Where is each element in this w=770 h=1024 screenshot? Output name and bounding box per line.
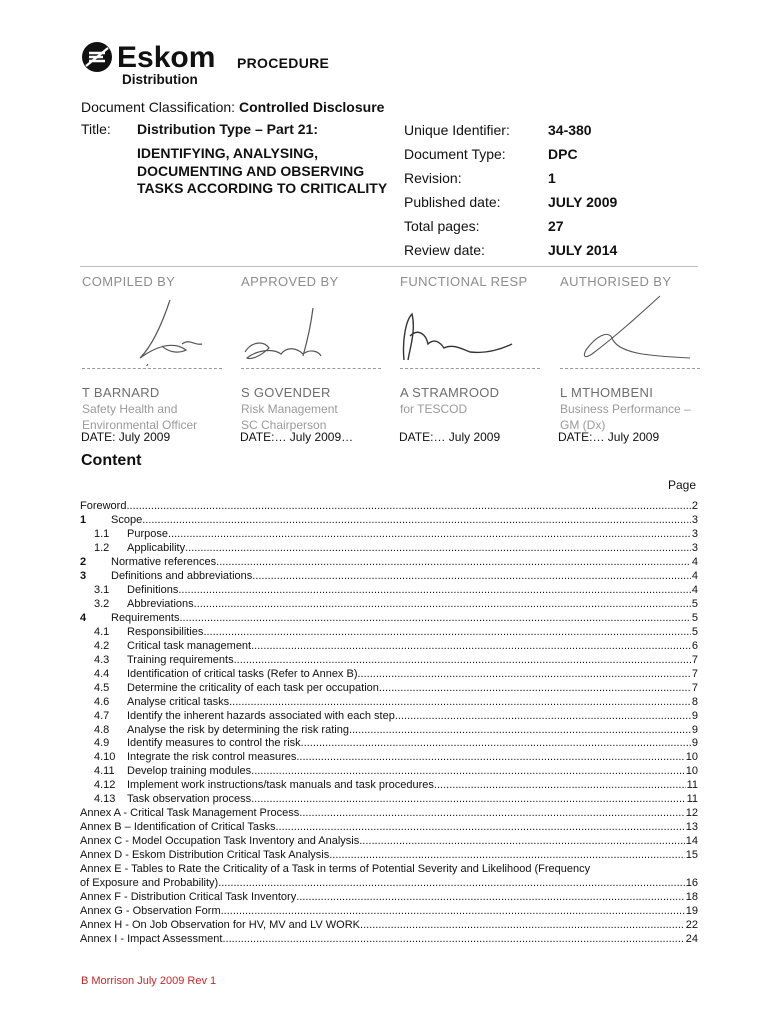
handwritten-signature-icon: [82, 294, 232, 366]
meta-value: DPC: [548, 146, 578, 162]
toc-entry-title: Task observation process: [127, 793, 252, 806]
toc-leader-dots: [251, 765, 685, 779]
meta-value: 1: [548, 170, 556, 186]
toc-entry[interactable]: [80, 626, 698, 640]
meta-key: Unique Identifier:: [404, 122, 510, 138]
toc-entry-number: 3: [80, 569, 87, 582]
toc-entry-number: 4.5: [94, 681, 110, 694]
toc-entry-title: Purpose: [127, 527, 168, 540]
toc-entry-title: Scope: [111, 513, 143, 526]
toc-entry[interactable]: [80, 807, 698, 821]
toc-entry-number: 4.10: [94, 751, 116, 764]
signature-line: [241, 368, 381, 369]
title-label: Title:: [81, 121, 111, 137]
toc-entry-page: 9: [691, 709, 698, 722]
toc-entry-page: 24: [685, 933, 698, 946]
toc-entry-page: 7: [691, 667, 698, 680]
toc-entry-title: Identification of critical tasks (Refer to Annex B): [127, 667, 358, 680]
classification-value: Controlled Disclosure: [238, 99, 385, 115]
toc-leader-dots: [221, 905, 685, 919]
toc-leader-dots: [395, 710, 691, 724]
signature-line: [400, 368, 540, 369]
title-subtitle: IDENTIFYING, ANALYSING, DOCUMENTING AND OBSERVING TASKS ACCORDING TO CRITICALITY: [137, 145, 388, 196]
toc-leader-dots: [179, 612, 690, 626]
toc-entry-title: Training requirements: [127, 653, 234, 666]
signature-role: APPROVED BY: [241, 274, 339, 289]
toc-entry[interactable]: [80, 682, 698, 696]
toc-leader-dots: [126, 500, 690, 514]
toc-leader-dots: [229, 696, 691, 710]
toc-entry[interactable]: [80, 877, 698, 891]
toc-leader-dots: [251, 793, 685, 807]
toc-entry-page: 9: [691, 737, 698, 750]
toc-entry-title: Annex F - Distribution Critical Task Inventory: [80, 891, 297, 904]
signature-scribble: [560, 294, 720, 366]
signature-scribble: [82, 294, 242, 366]
toc-entry[interactable]: [80, 737, 698, 751]
document-metadata: [404, 118, 617, 262]
toc-entry[interactable]: [80, 640, 698, 654]
toc-entry-title: Annex I - Impact Assessment: [80, 933, 223, 946]
toc-entry-number: 1: [80, 513, 87, 526]
toc-entry[interactable]: [80, 765, 698, 779]
toc-entry-page: 11: [686, 793, 698, 806]
meta-row: [404, 214, 617, 238]
toc-entry-title: Definitions and abbreviations: [111, 569, 253, 582]
toc-leader-dots: [142, 514, 691, 528]
signature-compiled: [82, 274, 242, 432]
toc-entry[interactable]: [80, 849, 698, 863]
toc-entry-page: 16: [685, 877, 698, 890]
toc-entry-page: 7: [691, 681, 698, 694]
toc-entry[interactable]: [80, 863, 698, 877]
eskom-logo-mark: [80, 40, 230, 88]
toc-entry-page: 4: [691, 569, 698, 582]
toc-leader-dots: [358, 668, 691, 682]
toc-leader-dots: [296, 891, 685, 905]
toc-entry[interactable]: [80, 696, 698, 710]
meta-value: 27: [548, 218, 564, 234]
toc-entry[interactable]: [80, 668, 698, 682]
toc-entry[interactable]: [80, 905, 698, 919]
meta-key: Document Type:: [404, 146, 506, 162]
toc-entry-title: Annex B – Identification of Critical Tasks: [80, 821, 276, 834]
toc-entry-title: Analyse the risk by determining the risk rating: [127, 723, 349, 736]
toc-entry-page: 4: [691, 583, 698, 596]
toc-leader-dots: [379, 682, 691, 696]
toc-entry-page: 3: [691, 541, 698, 554]
toc-entry-number: 1.1: [94, 527, 110, 540]
signature-line: [560, 368, 700, 369]
toc-entry[interactable]: [80, 598, 698, 612]
toc-entry-number: 4.2: [94, 639, 110, 652]
toc-entry[interactable]: [80, 891, 698, 905]
handwritten-signature-icon: [241, 294, 391, 366]
toc-leader-dots: [203, 626, 690, 640]
toc-entry[interactable]: [80, 542, 698, 556]
handwritten-signature-icon: [560, 294, 710, 366]
signature-date: DATE: July 2009: [81, 430, 171, 444]
signatory-designation: GM (Dx): [560, 418, 606, 432]
toc-entry-number: 3.2: [94, 597, 110, 610]
toc-entry[interactable]: [80, 570, 698, 584]
title-main: Distribution Type – Part 21:: [137, 121, 318, 137]
toc-entry[interactable]: [80, 779, 698, 793]
signature-role: AUTHORISED BY: [560, 274, 672, 289]
signature-scribble: [241, 294, 401, 366]
footer-revision-note: B Morrison July 2009 Rev 1: [81, 975, 217, 987]
toc-entry-page: 12: [685, 807, 698, 820]
meta-value: JULY 2009: [548, 194, 618, 210]
logo-word: Eskom: [117, 41, 216, 74]
toc-entry[interactable]: [80, 500, 698, 514]
signature-date: DATE:… July 2009: [399, 430, 501, 444]
toc-leader-dots: [185, 542, 691, 556]
toc-entry-page: 5: [691, 625, 698, 638]
toc-leader-dots: [178, 584, 691, 598]
toc-entry-title: Foreword: [80, 500, 127, 512]
toc-entry-title: Implement work instructions/task manuals and task procedures: [127, 779, 434, 792]
toc-entry-title: Abbreviations: [127, 597, 194, 610]
signatory-name: S GOVENDER: [241, 385, 331, 400]
toc-entry[interactable]: [80, 933, 698, 947]
toc-entry[interactable]: [80, 724, 698, 738]
toc-entry-page: 22: [685, 919, 698, 932]
toc-entry-title: Annex A - Critical Task Management Process: [80, 807, 300, 820]
toc-leader-dots: [218, 877, 685, 891]
toc-entry[interactable]: [80, 654, 698, 668]
toc-entry-number: 4.9: [94, 737, 110, 750]
toc-entry-page: 18: [685, 891, 698, 904]
toc-entry-page: 6: [691, 639, 698, 652]
document-kind: PROCEDURE: [237, 55, 330, 71]
toc-entry-title: Annex H - On Job Observation for HV, MV and LV WORK: [80, 919, 361, 932]
toc-entry-title: Normative references: [111, 555, 217, 568]
toc-entry-number: 4: [80, 611, 87, 624]
toc-entry-page: 10: [685, 765, 698, 778]
toc-entry[interactable]: [80, 528, 698, 542]
logo-subword: Distribution: [122, 72, 198, 87]
signatory-designation: Environmental Officer: [82, 418, 198, 432]
meta-key: Revision:: [404, 170, 462, 186]
document-classification: [81, 99, 384, 115]
toc-leader-dots: [194, 598, 691, 612]
meta-row: [404, 190, 617, 214]
signatory-designation: Risk Management: [241, 402, 338, 416]
signatory-designation: SC Chairperson: [241, 418, 327, 432]
signatory-designation: for TESCOD: [400, 402, 468, 416]
toc-leader-dots: [434, 779, 686, 793]
toc-entry-number: 4.11: [94, 765, 115, 778]
toc-entry[interactable]: [80, 835, 698, 849]
classification-label: Document Classification:: [81, 99, 239, 115]
signatory-name: T BARNARD: [82, 385, 160, 400]
toc-entry-title: Annex D - Eskom Distribution Critical Task Analysis: [80, 849, 330, 862]
contents-heading: Content: [81, 452, 142, 469]
toc-entry-page: 8: [691, 695, 698, 708]
toc-leader-dots: [252, 570, 691, 584]
signature-date: DATE:… July 2009: [558, 430, 660, 444]
toc-leader-dots: [222, 933, 684, 947]
toc-entry-title: Applicability: [127, 541, 186, 554]
meta-key: Published date:: [404, 194, 501, 210]
toc-entry-title: Critical task management: [127, 639, 252, 652]
toc-entry-number: 1.2: [94, 541, 110, 554]
toc-entry-title: Definitions: [127, 583, 179, 596]
toc-entry[interactable]: [80, 919, 698, 933]
divider: [80, 266, 698, 267]
meta-row: [404, 166, 617, 190]
toc-leader-dots: [299, 807, 684, 821]
toc-entry-page: 3: [691, 513, 698, 526]
toc-leader-dots: [216, 556, 691, 570]
signature-role: COMPILED BY: [82, 274, 176, 289]
signature-role: FUNCTIONAL RESP: [400, 274, 528, 289]
toc-entry[interactable]: [80, 793, 698, 807]
toc-entry-number: 4.3: [94, 653, 110, 666]
toc-entry-number: 4.6: [94, 695, 110, 708]
meta-row: [404, 238, 617, 262]
table-of-contents: [80, 500, 698, 947]
signatory-designation: Business Performance –: [560, 402, 691, 416]
toc-entry-title: Requirements: [111, 611, 180, 624]
toc-entry-page: 4: [691, 555, 698, 568]
toc-entry-page: 10: [685, 751, 698, 764]
toc-entry-title: Develop training modules: [127, 765, 252, 778]
toc-entry-number: 2: [80, 555, 87, 568]
signature-date: DATE:… July 2009…: [240, 430, 354, 444]
toc-entry-page: 7: [691, 653, 698, 666]
toc-entry-page: 3: [691, 527, 698, 540]
meta-key: Total pages:: [404, 218, 480, 234]
toc-entry-title: Integrate the risk control measures: [127, 751, 297, 764]
toc-entry-page: 15: [685, 849, 698, 862]
toc-entry-title: Responsibilities: [127, 625, 204, 638]
signature-approved: [241, 274, 401, 432]
toc-entry-page: 2: [691, 500, 698, 512]
toc-entry-title: Annex C - Model Occupation Task Inventory and Analysis: [80, 835, 360, 848]
toc-entry[interactable]: [80, 556, 698, 570]
toc-entry[interactable]: [80, 751, 698, 765]
toc-leader-dots: [168, 528, 691, 542]
toc-entry-page: 14: [685, 835, 698, 848]
toc-leader-dots: [359, 835, 685, 849]
signature-scribble: [400, 294, 560, 366]
handwritten-signature-icon: [400, 294, 550, 366]
toc-entry-number: 4.8: [94, 723, 110, 736]
signature-authorised: [560, 274, 720, 432]
contents-page-label: Page: [668, 478, 697, 492]
signatory-designation: Safety Health and: [82, 402, 178, 416]
toc-entry-title: Analyse critical tasks: [127, 695, 230, 708]
toc-entry-page: 9: [691, 723, 698, 736]
toc-entry-number: 4.12: [94, 779, 116, 792]
toc-entry-page: 5: [691, 611, 698, 624]
meta-key: Review date:: [404, 242, 485, 258]
toc-leader-dots: [296, 751, 684, 765]
toc-entry-number: 4.13: [94, 793, 116, 806]
meta-row: [404, 118, 617, 142]
toc-entry-number: 4.7: [94, 709, 110, 722]
toc-entry-title: Identify measures to control the risk: [127, 737, 301, 750]
signatory-name: L MTHOMBENI: [560, 385, 654, 400]
toc-entry-title: Annex G - Observation Form: [80, 905, 221, 918]
toc-entry-page: 19: [685, 905, 698, 918]
toc-entry[interactable]: [80, 514, 698, 528]
meta-value: 34-380: [548, 122, 592, 138]
toc-entry-title: Determine the criticality of each task per occupation: [127, 681, 379, 694]
signature-line: [82, 368, 222, 369]
toc-leader-dots: [301, 737, 691, 751]
toc-entry-number: 4.1: [94, 625, 110, 638]
toc-leader-dots: [349, 724, 691, 738]
eskom-logo: [80, 40, 230, 88]
toc-leader-dots: [329, 849, 685, 863]
toc-entry-page: 13: [685, 821, 698, 834]
toc-entry-number: 4.4: [94, 667, 110, 680]
toc-entry-page: 5: [691, 597, 698, 610]
toc-entry-page: 11: [686, 779, 698, 792]
signatory-name: A STRAMROOD: [400, 385, 500, 400]
toc-leader-dots: [360, 919, 685, 933]
toc-leader-dots: [275, 821, 684, 835]
meta-value: JULY 2014: [548, 242, 618, 258]
toc-leader-dots: [234, 654, 691, 668]
toc-entry-title: Identify the inherent hazards associated with each step: [127, 709, 395, 722]
toc-leader-dots: [251, 640, 691, 654]
toc-entry-title: of Exposure and Probability): [80, 877, 219, 890]
toc-entry-title: Annex E - Tables to Rate the Criticality of a Task in terms of Potential Severity and Likelihood (Frequency: [80, 863, 591, 876]
toc-entry[interactable]: [80, 710, 698, 724]
toc-entry[interactable]: [80, 821, 698, 835]
toc-entry-number: 3.1: [94, 583, 110, 596]
meta-row: [404, 142, 617, 166]
signature-functional: [400, 274, 560, 416]
toc-entry[interactable]: [80, 612, 698, 626]
toc-entry[interactable]: [80, 584, 698, 598]
